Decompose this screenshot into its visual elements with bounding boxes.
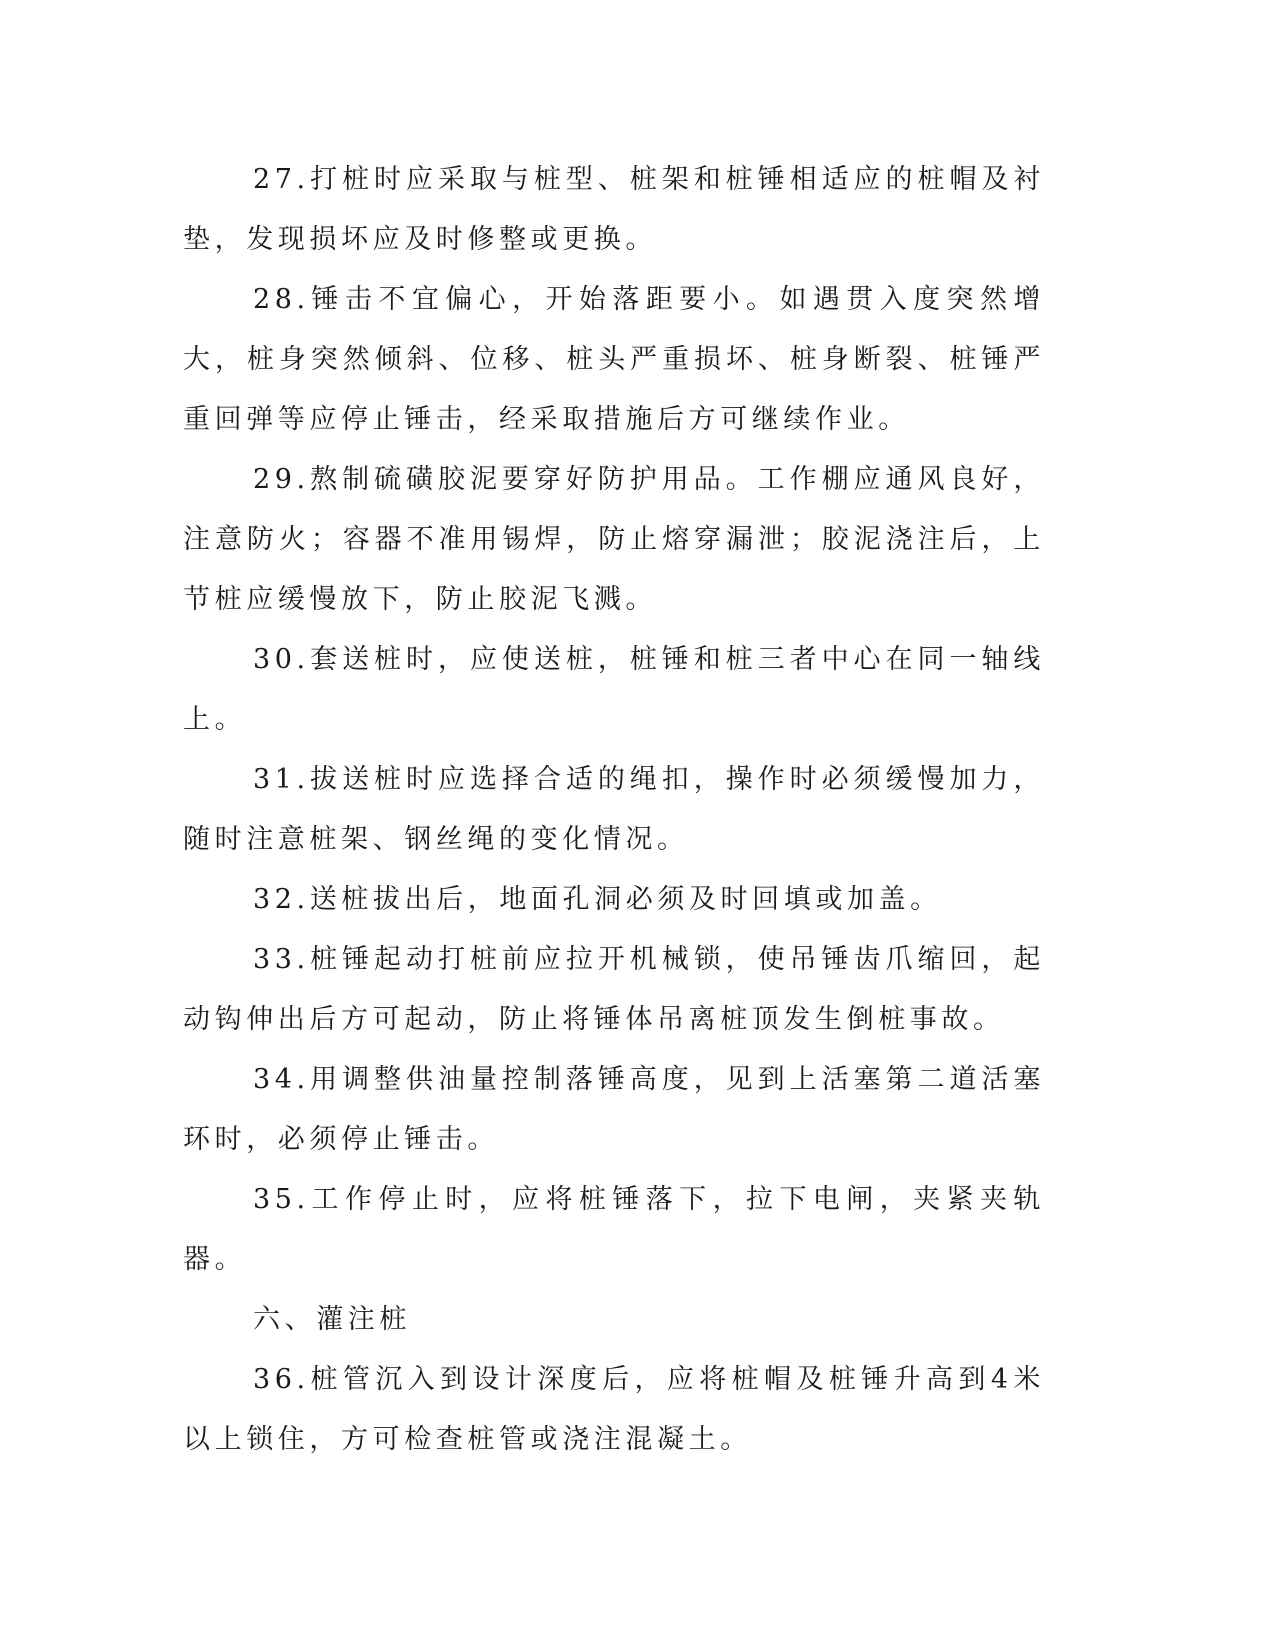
paragraph-34: 34.用调整供油量控制落锤高度，见到上活塞第二道活塞环时，必须停止锤击。 xyxy=(183,1064,1045,1155)
paragraph-30: 30.套送桩时，应使送桩，桩锤和桩三者中心在同一轴线上。 xyxy=(183,644,1045,735)
paragraph-27: 27.打桩时应采取与桩型、桩架和桩锤相适应的桩帽及衬垫，发现损坏应及时修整或更换。 xyxy=(183,164,1045,255)
paragraph-35: 35.工作停止时，应将桩锤落下，拉下电闸，夹紧夹轨器。 xyxy=(183,1184,1045,1275)
document-body xyxy=(183,150,1045,1470)
paragraph-33: 33.桩锤起动打桩前应拉开机械锁，使吊锤齿爪缩回，起动钩伸出后方可起动，防止将锤体吊离桩顶发生倒桩事故。 xyxy=(183,944,1045,1035)
paragraph-29: 29.熬制硫磺胶泥要穿好防护用品。工作棚应通风良好，注意防火；容器不准用锡焊，防止熔穿漏泄；胶泥浇注后，上节桩应缓慢放下，防止胶泥飞溅。 xyxy=(183,464,1045,615)
paragraph-36: 36.桩管沉入到设计深度后，应将桩帽及桩锤升高到4米以上锁住，方可检查桩管或浇注混凝土。 xyxy=(183,1364,1045,1455)
section-heading-cast-in-place-piles: 六、灌注桩 xyxy=(253,1304,411,1335)
paragraph-32: 32.送桩拔出后，地面孔洞必须及时回填或加盖。 xyxy=(253,884,942,915)
paragraph-31: 31.拔送桩时应选择合适的绳扣，操作时必须缓慢加力，随时注意桩架、钢丝绳的变化情况。 xyxy=(183,764,1045,855)
paragraph-28: 28.锤击不宜偏心，开始落距要小。如遇贯入度突然增大，桩身突然倾斜、位移、桩头严重损坏、桩身断裂、桩锤严重回弹等应停止锤击，经采取措施后方可继续作业。 xyxy=(183,284,1045,435)
